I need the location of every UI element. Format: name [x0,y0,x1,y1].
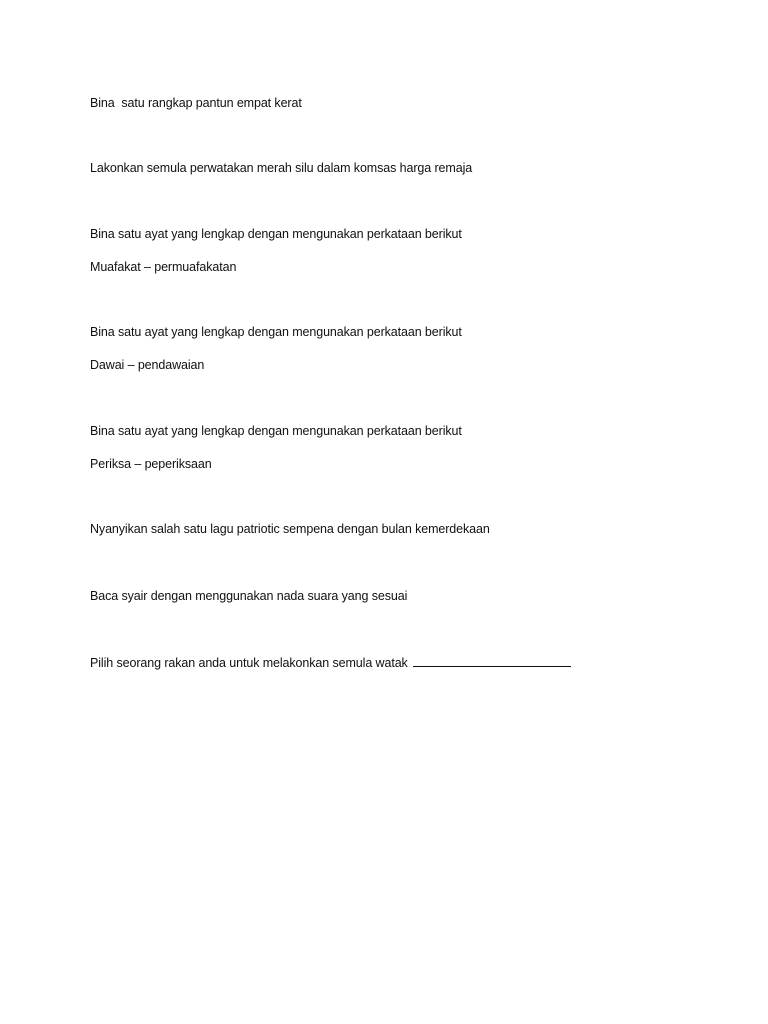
word-pair-dawai: Dawai – pendawaian [90,358,205,372]
instruction-pilih-rakan-text: Pilih seorang rakan anda untuk melakonkan semula watak [90,656,412,670]
instruction-nyanyian: Nyanyikan salah satu lagu patriotic sempena dengan bulan kemerdekaan [90,522,490,536]
instruction-syair: Baca syair dengan menggunakan nada suara yang sesuai [90,589,408,603]
instruction-ayat-3: Bina satu ayat yang lengkap dengan mengunakan perkataan berikut [90,424,462,438]
instruction-ayat-2: Bina satu ayat yang lengkap dengan mengunakan perkataan berikut [90,325,462,339]
word-pair-periksa: Periksa – peperiksaan [90,457,212,471]
instruction-pantun: Bina satu rangkap pantun empat kerat [90,96,302,110]
instruction-ayat-1: Bina satu ayat yang lengkap dengan mengunakan perkataan berikut [90,227,462,241]
fill-in-blank-line [413,654,571,667]
instruction-pilih-rakan [90,654,571,671]
instruction-lakonan: Lakonkan semula perwatakan merah silu dalam komsas harga remaja [90,161,473,175]
word-pair-muafakat: Muafakat – permuafakatan [90,260,237,274]
